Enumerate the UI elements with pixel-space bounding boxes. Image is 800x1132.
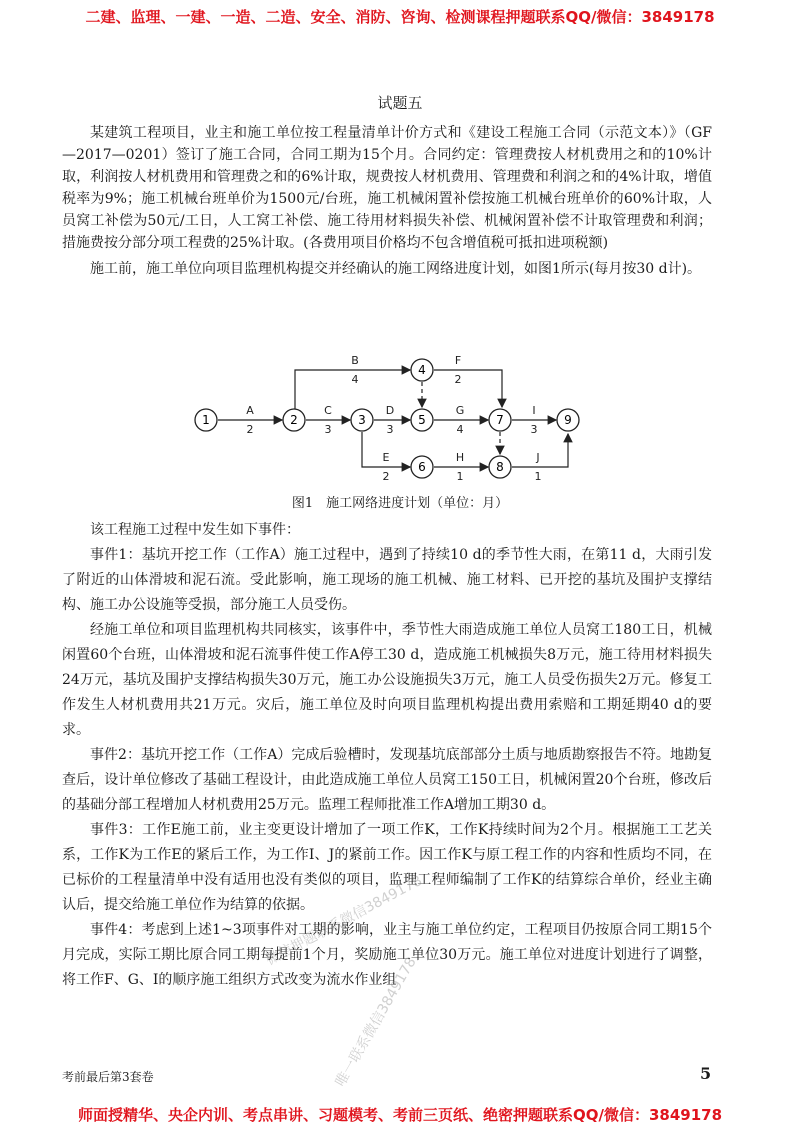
node-9 xyxy=(557,409,579,431)
label-h-duration: 1 xyxy=(456,470,464,483)
svg-text:4: 4 xyxy=(418,363,426,377)
label-h-name: H xyxy=(455,451,465,464)
label-e-duration: 2 xyxy=(382,470,390,483)
page-number: 5 xyxy=(700,1064,712,1083)
label-c-name: C xyxy=(324,404,332,417)
svg-text:1: 1 xyxy=(202,413,210,427)
svg-text:9: 9 xyxy=(564,413,572,427)
label-g-duration: 4 xyxy=(456,423,464,436)
event-paragraph: 事件3：工作E施工前，业主变更设计增加了一项工作K，工作K持续时间为2个月。根据施工工艺关系，工作K为工作E的紧后工作，为工作Ⅰ、J的紧前工作。因工作K与原工程工作的内容和性质均不同，在已标价的工程量清单中没有适用也没有类似的项目，监理工程师编制了工作K的结算综合单价，经业主确认后，提交给施工单位作为结算的依据。 xyxy=(62,822,712,913)
events-section xyxy=(62,518,712,993)
label-a-duration: 2 xyxy=(246,423,254,436)
label-f-duration: 2 xyxy=(454,373,462,386)
event-paragraph: 事件1：基坑开挖工作（工作A）施工过程中，遇到了持续10 d的季节性大雨，在第11 d，大雨引发了附近的山体滑坡和泥石流。受此影响，施工现场的施工机械、施工材料、已开挖的基坑及围护支撑结构、施工办公设施等受损，部分施工人员受伤。 xyxy=(62,547,712,613)
label-c-duration: 3 xyxy=(324,423,332,436)
node-6 xyxy=(411,456,433,478)
label-d-name: D xyxy=(385,404,395,417)
node-8 xyxy=(489,456,511,478)
intro-paragraph: 施工前，施工单位向项目监理机构提交并经确认的施工网络进度计划，如图1所示(每月按30 d计)。 xyxy=(90,261,702,277)
label-a-name: A xyxy=(246,404,254,417)
event-paragraph: 事件4：考虑到上述1~3项事件对工期的影响，业主与施工单位约定，工程项目仍按原合同工期15个月完成，实际工期比原合同工期每提前1个月，奖励施工单位30万元。施工单位对进度计划进行了调整，将工作F、G、I的顺序施工组织方式改变为流水作业组 xyxy=(62,922,712,988)
node-1 xyxy=(195,409,217,431)
node-3 xyxy=(351,409,373,431)
top-promo-banner: 二建、监理、一建、一造、二造、安全、消防、咨询、检测课程押题联系QQ/微信：3849178 xyxy=(85,8,715,26)
svg-text:7: 7 xyxy=(496,413,504,427)
page-title: 试题五 xyxy=(377,94,423,112)
svg-text:3: 3 xyxy=(358,413,366,427)
label-d-duration: 3 xyxy=(386,423,394,436)
svg-text:6: 6 xyxy=(418,460,426,474)
label-j-duration: 1 xyxy=(534,470,542,483)
label-b-name: B xyxy=(351,354,359,367)
arrow-j xyxy=(512,434,568,467)
svg-text:2: 2 xyxy=(290,413,298,427)
svg-text:5: 5 xyxy=(418,413,426,427)
event-paragraph: 事件2：基坑开挖工作（工作A）完成后验槽时，发现基坑底部部分土质与地质勘察报告不符。地勘复查后，设计单位修改了基础工程设计，由此造成施工单位人员窝工150工日，机械闲置20个台班，修改后的基础分部工程增加人材机费用25万元。监理工程师批准工作A增加工期30 d。 xyxy=(62,747,712,813)
label-j-name: J xyxy=(536,451,540,464)
footer-exam-label: 考前最后第3套卷 xyxy=(62,1070,154,1084)
label-f-name: F xyxy=(454,354,462,367)
node-2 xyxy=(283,409,305,431)
network-diagram xyxy=(180,352,600,492)
intro-section xyxy=(62,122,712,280)
label-g-name: G xyxy=(455,404,465,417)
figure-caption: 图1 施工网络进度计划（单位：月） xyxy=(291,496,509,511)
label-b-duration: 4 xyxy=(351,373,359,386)
arrow-f xyxy=(434,370,502,407)
event-paragraph: 经施工单位和项目监理机构共同核实，该事件中，季节性大雨造成施工单位人员窝工180工日，机械闲置60个台班，山体滑坡和泥石流事件使工作A停工30 d，造成施工机械损失8万元，施工待用材料损失24万元，基坑及围护支撑结构损失30万元，施工办公设施损失3万元，施工人员受伤损失2万元。修复工作发生人材机费用共21万元。灾后，施工单位及时向项目监理机构提出费用索赔和工期延期40 d的要求。 xyxy=(62,622,712,738)
events-intro: 该工程施工过程中发生如下事件： xyxy=(90,522,300,538)
svg-text:8: 8 xyxy=(496,460,504,474)
label-i-duration: 3 xyxy=(530,423,538,436)
node-4 xyxy=(411,359,433,381)
watermark: 唯一联系微信3849178 xyxy=(332,954,420,1090)
label-e-name: E xyxy=(382,451,390,464)
intro-paragraph: 某建筑工程项目，业主和施工单位按工程量清单计价方式和《建设工程施工合同（示范文本）》（GF—2017—0201）签订了施工合同，合同工期为15个月。合同约定：管理费按人材机费用之和的10%计取，利润按人材机费用和管理费之和的6%计取，规费按人材机费用、管理费和利润之和的4%计取，增值税率为9%；施工机械台班单价为1500元/台班，施工机械闲置补偿按施工机械台班单价的60%计取，人员窝工补偿为50元/工日，人工窝工补偿、施工待用材料损失补偿、机械闲置补偿不计取管理费和利润；措施费按分部分项工程费的25%计取。(各费用项目价格均不包含增值税可抵扣进项税额) xyxy=(62,125,712,251)
node-5 xyxy=(411,409,433,431)
watermark: 微信押题联系微信3849178 xyxy=(263,872,425,969)
bottom-promo-banner: 师面授精华、央企内训、考点串讲、习题模考、考前三页纸、绝密押题联系QQ/微信：3849178 xyxy=(77,1106,723,1124)
node-7 xyxy=(489,409,511,431)
label-i-name: I xyxy=(532,404,536,417)
